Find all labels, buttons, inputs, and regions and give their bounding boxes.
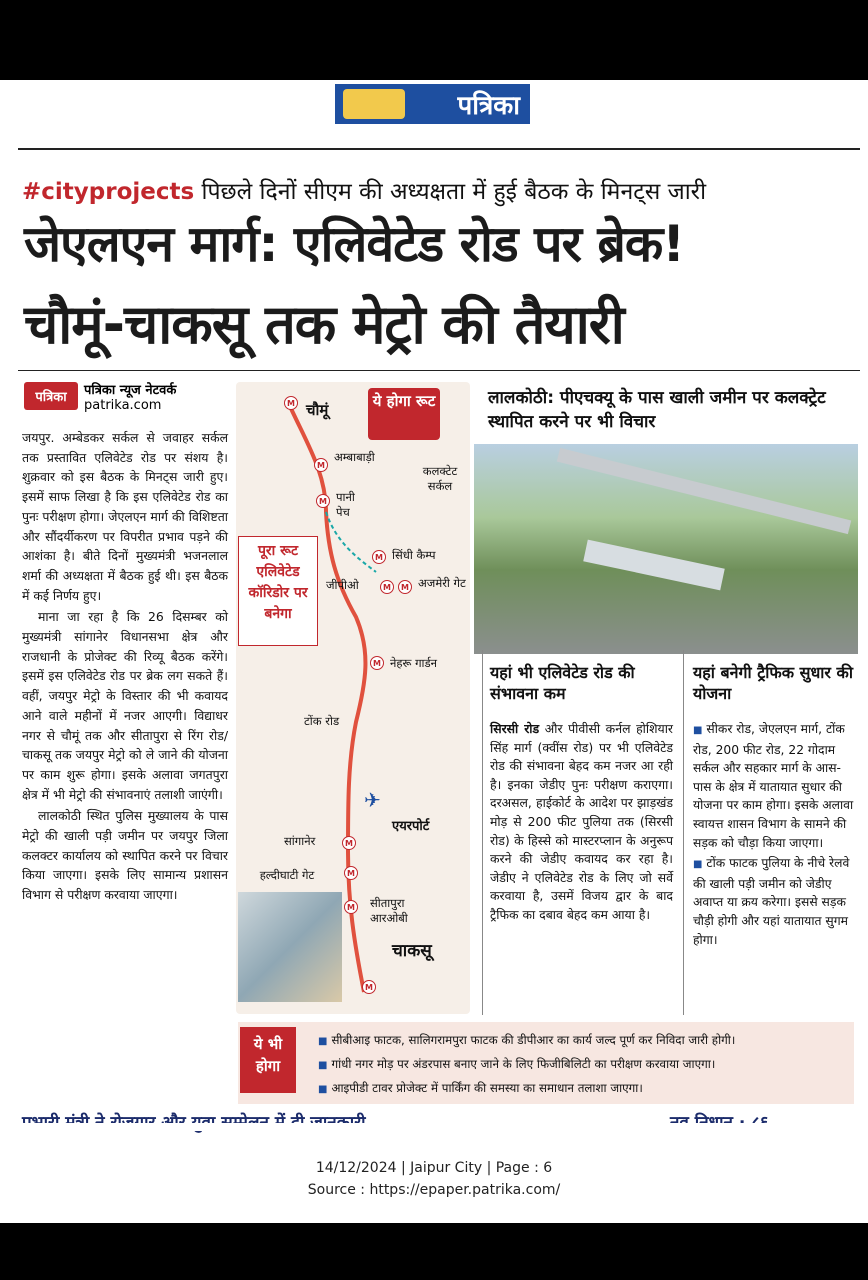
station-marker: M: [398, 580, 412, 594]
byline-site: patrika.com: [84, 398, 162, 413]
station-marker: M: [314, 458, 328, 472]
bullet-icon: ■: [693, 859, 703, 871]
headline-2: चौमूं-चाकसू तक मेट्रो की तैयारी: [24, 293, 624, 356]
station-marker: M: [316, 494, 330, 508]
label-ambabari: अम्बाबाड़ी: [334, 450, 375, 464]
lion-emblem-icon: [343, 89, 405, 119]
route-note: पूरा रूट एलिवेटेड कॉरिडोर पर बनेगा: [238, 536, 318, 646]
ye-bhi-hoga-label: ये भी होगा: [240, 1027, 296, 1093]
label-tonk-road: टोंक रोड: [304, 714, 340, 728]
label-airport: एयरपोर्ट: [392, 819, 430, 834]
story-paragraph: लालकोठी स्थित पुलिस मुख्यालय के पास मेट्रो की खाली पड़ी जमीन पर जयपुर जिला कलक्टर कार्यालय को स्थापित करने पर विचार किया जाएगा। इसके लिए सामान्य प्रशासन विभाग से परीक्षण करवाया जाएगा।: [22, 808, 228, 903]
station-marker: M: [380, 580, 394, 594]
masthead-logo: [335, 84, 530, 124]
list-item-text: आइपीडी टावर प्रोजेक्ट में पार्किंग की समस्या का समाधान तलाशा जाएगा।: [331, 1081, 643, 1095]
kicker-tag: #cityprojects: [22, 179, 195, 205]
label-chaksu: चाकसू: [392, 941, 432, 961]
station-marker: M: [372, 550, 386, 564]
section-b-point: टोंक फाटक पुलिया के नीचे रेलवे की खाली पड़ी जमीन को जेडीए अवाप्त या क्रय करेगा। इससे सड़क चौड़ी होगी और यहां यातायात सुगम होगा।: [693, 856, 850, 947]
headline-1: जेएलएन मार्ग: एलिवेटेड रोड पर ब्रेक!: [24, 215, 685, 273]
main-story: [22, 428, 228, 907]
label-paani-pech: पानी पेच: [336, 490, 355, 519]
bullet-icon: ■: [318, 1060, 328, 1071]
label-collectorate: कलक्टेट सर्कल: [422, 464, 458, 493]
label-sanganer: सांगानेर: [284, 834, 316, 848]
list-item: [318, 1029, 735, 1053]
clip-edge: [0, 1123, 868, 1131]
label-nehru-garden: नेहरू गार्डन: [390, 656, 438, 670]
label-gpo: जीपीओ: [326, 578, 359, 592]
label-sindhi-camp: सिंधी कैम्प: [392, 548, 436, 562]
metro-photo: [474, 444, 858, 654]
section-b-point: सीकर रोड, जेएलएन मार्ग, टोंक रोड, 200 फीट रोड, 22 गोदाम सर्कल और सहकार मार्ग के आस-पास के क्षेत्र में यातायात सुधार की योजना पर काम होगा। इसके अलावा स्वायत्त शासन विभाग के सामने की सड़क को चौड़ा किया जाएगा।: [693, 722, 854, 850]
list-item-text: सीबीआइ फाटक, सालिगरामपुरा फाटक की डीपीआर का कार्य जल्द पूर्ण कर निविदा जारी होगी।: [331, 1033, 736, 1047]
station-marker: M: [284, 396, 298, 410]
bullet-icon: ■: [693, 725, 703, 736]
kicker-text: पिछले दिनों सीएम की अध्यक्षता में हुई बैठक के मिनट्स जारी: [201, 179, 707, 205]
byline-badge: पत्रिका: [24, 382, 78, 410]
label-sitapura: सीतापुरा आरओबी: [370, 896, 408, 925]
label-haldighati: हल्दीघाटी गेट: [259, 868, 315, 882]
airplane-icon: ✈: [364, 788, 381, 812]
column-divider: [482, 650, 483, 1015]
section-a-lead: सिरसी रोड: [490, 721, 540, 736]
label-chomu: चौमूं: [306, 401, 329, 419]
byline-network: पत्रिका न्यूज नेटवर्क: [84, 383, 177, 398]
top-rule: [18, 148, 860, 150]
label-ajmeri-gate: अजमेरी गेट: [418, 576, 466, 590]
lalkothi-caption: लालकोठी: पीएचक्यू के पास खाली जमीन पर कलक्ट्रेट स्थापित करने पर भी विचार: [488, 388, 826, 432]
story-paragraph: माना जा रहा है कि 26 दिसम्बर को मुख्यमंत्री सांगानेर विधानसभा क्षेत्र और राजधानी के प्रोजेक्ट की रिव्यू बैठक करेंगे। इसमें इस एलिवेटेड रोड पर ब्रेक लग सकते हैं। वहीं, जयपुर मेट्रो के विस्तार की भी कवायद आने वाले महीनों में नजर आएगी। विद्याधर नगर से चौमूं तक और सीतापुरा से रिंग रोड/चाकसू तक जयपुर मेट्रो को ले जाने की योजना पर काम शुरू होगा। इसके अलावा जगतपुरा क्षेत्र में भी मेट्रो की संभावनाएं तलाशी जाएंगी।: [22, 609, 228, 802]
station-marker: M: [344, 900, 358, 914]
kicker: [22, 174, 706, 206]
list-item: [318, 1077, 735, 1101]
ye-bhi-hoga-list: [318, 1029, 735, 1101]
column-divider: [683, 650, 684, 1015]
footer-date: 14/12/2024 | Jaipur City | Page : 6: [315, 1160, 553, 1176]
footer-source: Source : https://epaper.patrika.com/: [307, 1182, 561, 1198]
newspaper-page: [0, 80, 868, 1223]
section-a-heading: यहां भी एलिवेटेड रोड की संभावना कम: [490, 663, 635, 703]
station-marker: M: [370, 656, 384, 670]
station-marker: M: [344, 866, 358, 880]
section-a-text: और पीवीसी कर्नल होशियार सिंह मार्ग (क्वींस रोड) पर भी एलिवेटेड रोड की संभावना बेहद कम नजर आ रही है। इनका जेडीए पुनः परीक्षण कराएगा। दरअसल, हाईकोर्ट के आदेश पर झाड़खंड मोड़ से 200 फीट पुलिया तक (सिरसी रोड) के हिस्से को मास्टरप्लान के अनुरूप करने की जेडीए कवायद कर रहा है। जेडीए ने एलिवेटेड रोड के लिए जो सर्वे करवाया है, उसमें विजय द्वार के बाद ट्रैफिक का दबाव बेहद कम आया है।: [490, 721, 673, 922]
metro-train-illustration: [238, 892, 342, 1002]
section-a-body: [490, 720, 673, 925]
logo-text: पत्रिका: [457, 91, 520, 121]
list-item-text: गांधी नगर मोड़ पर अंडरपास बनाए जाने के लिए फिजीबिलिटी का परीक्षण करवाया जाएगा।: [331, 1057, 716, 1071]
list-item: [318, 1053, 735, 1077]
bullet-icon: ■: [318, 1084, 328, 1095]
station-marker: M: [342, 836, 356, 850]
headline-rule: [18, 370, 860, 371]
bullet-icon: ■: [318, 1036, 328, 1047]
section-b-heading: यहां बनेगी ट्रैफिक सुधार की योजना: [693, 663, 853, 703]
story-paragraph: जयपुर. अम्बेडकर सर्कल से जवाहर सर्कल तक प्रस्तावित एलिवेटेड रोड पर संशय है। शुक्रवार को इस बैठक के मिनट्स जारी हुए। इसमें साफ लिखा है कि इस एलिवेटेड रोड का पुनः परीक्षण होगा। जेएलएन मार्ग की विशिष्टता और सौंदर्यीकरण पर विपरीत प्रभाव पड़ने की आशंका है। बीते दिनों मुख्यमंत्री भजनलाल शर्मा की अध्यक्षता में बैठक हुई थी। इस बैठक में कई निर्णय हुए।: [22, 430, 228, 603]
station-marker: M: [362, 980, 376, 994]
map-title: ये होगा रूट: [368, 388, 440, 440]
section-b-body: [693, 720, 858, 951]
